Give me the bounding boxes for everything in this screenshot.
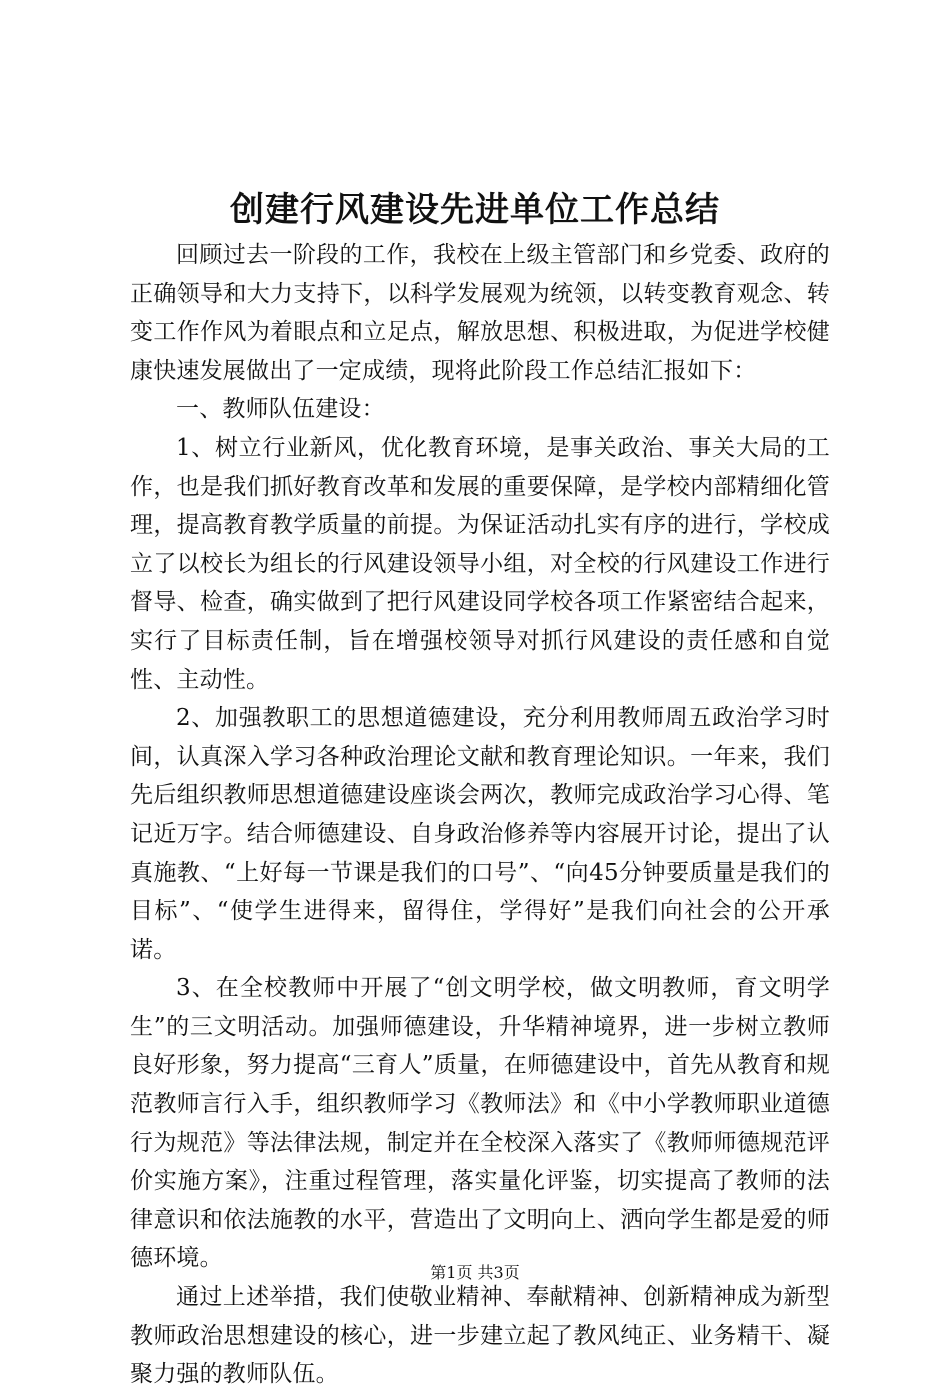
- paragraph-conclusion: 通过上述举措，我们使敬业精神、奉献精神、创新精神成为新型教师政治思想建设的核心，进一步建立起了教风纯正、业务精干、凝聚力强的教师队伍。: [130, 1284, 830, 1388]
- paragraph-item-3: 3、在全校教师中开展了“创文明学校，做文明教师，育文明学生”的三文明活动。加强师德建设，升华精神境界，进一步树立教师良好形象，努力提高“三育人”质量，在师德建设中，首先从教育和规范教师言行入手，组织教师学习《教师法》和《中小学教师职业道德行为规范》等法律法规，制定并在全校深入落实了《教师师德规范评价实施方案》，注重过程管理，落实量化评鉴，切实提高了教师的法律意识和依法施教的水平，营造出了文明向上、洒向学生都是爱的师德环境。: [130, 975, 830, 1272]
- paragraph-item-2: 2、加强教职工的思想道德建设，充分利用教师周五政治学习时间，认真深入学习各种政治理论文献和教育理论知识。一年来，我们先后组织教师思想道德建设座谈会两次，教师完成政治学习心得、笔记近万字。结合师德建设、自身政治修养等内容展开讨论，提出了认真施教、“上好每一节课是我们的口号”、“向45分钟要质量是我们的目标”、“使学生进得来，留得住，学得好”是我们向社会的公开承诺。: [130, 705, 830, 963]
- document-title: 创建行风建设先进单位工作总结: [230, 190, 720, 230]
- paragraph-intro: 回顾过去一阶段的工作，我校在上级主管部门和乡党委、政府的正确领导和大力支持下，以科学发展观为统领，以转变教育观念、转变工作作风为着眼点和立足点，解放思想、积极进取，为促进学校健康快速发展做出了一定成绩，现将此阶段工作总结汇报如下：: [130, 242, 830, 384]
- paragraph-item-1: 1、树立行业新风，优化教育环境，是事关政治、事关大局的工作，也是我们抓好教育改革和发展的重要保障，是学校内部精细化管理，提高教育教学质量的前提。为保证活动扎实有序的进行，学校成立了以校长为组长的行风建设领导小组，对全校的行风建设工作进行督导、检查，确实做到了把行风建设同学校各项工作紧密结合起来，实行了目标责任制，旨在增强校领导对抓行风建设的责任感和自觉性、主动性。: [130, 434, 830, 693]
- document-body: [130, 236, 830, 1394]
- section-heading-teacher-team: 一、教师队伍建设：: [176, 396, 385, 423]
- page-number-footer: 第1页 共3页: [430, 1263, 520, 1282]
